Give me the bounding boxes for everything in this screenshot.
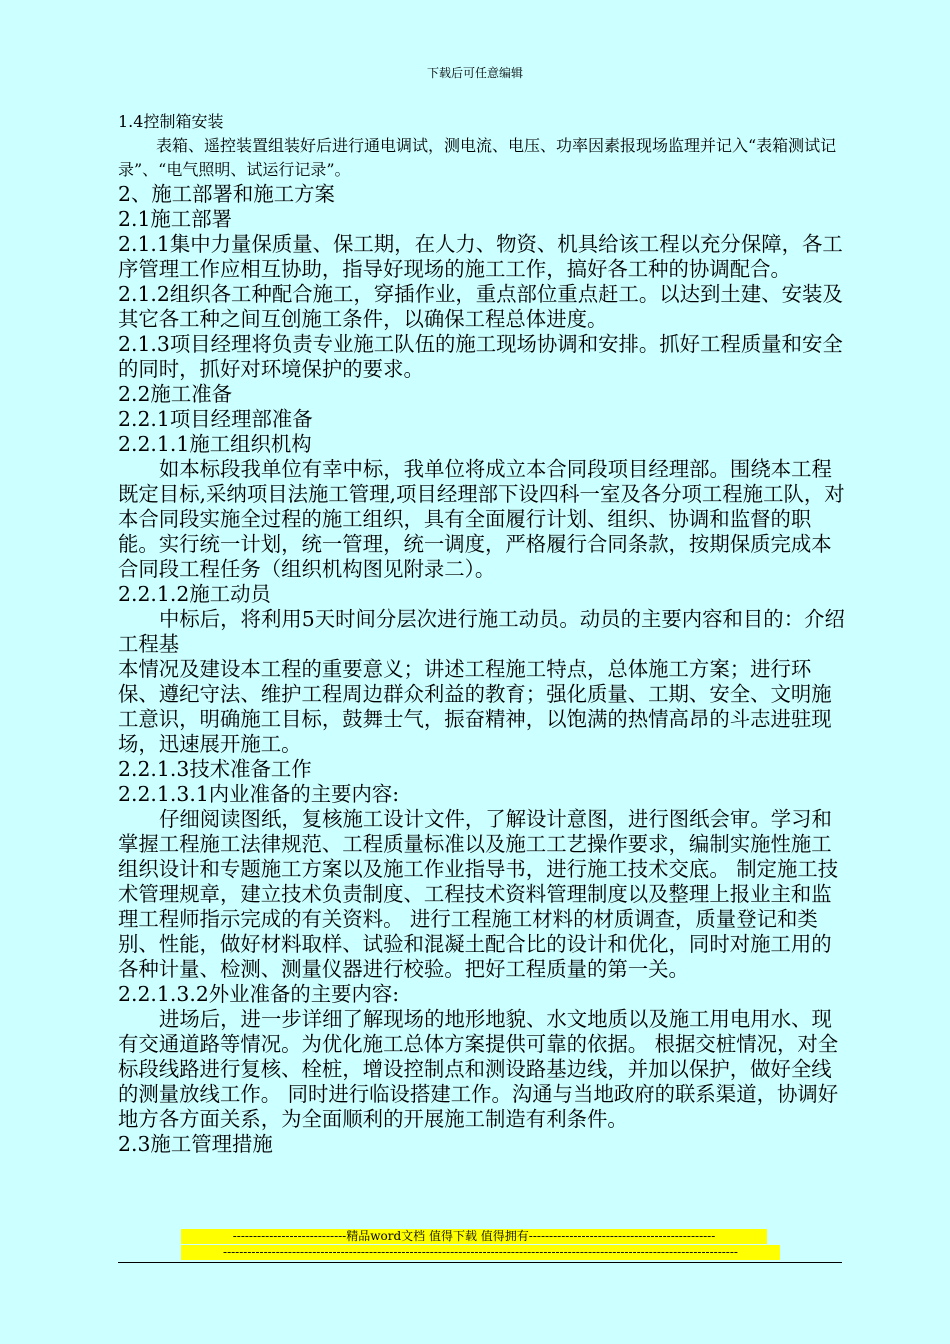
footer-banner-line-1: ----------------------------精品word文档 值得下载 值得拥有---------------------------------------------- <box>181 1229 767 1244</box>
section-heading-2-2-1-1: 2.2.1.1施工组织机构 <box>118 432 312 456</box>
body-paragraph: 中标后，将利用5天时间分层次进行施工动员。动员的主要内容和目的：介绍工程基 <box>118 607 845 656</box>
section-heading-2-2: 2.2施工准备 <box>118 382 232 406</box>
footer-banner-line-2: ------------------------------------------------------------------------------------------------------------------------------- <box>181 1245 780 1260</box>
section-heading-2: 2、施工部署和施工方案 <box>118 182 335 206</box>
document-body <box>118 110 848 1157</box>
body-paragraph: 本情况及建设本工程的重要意义；讲述工程施工特点，总体施工方案；进行环保、遵纪守法、维护工程周边群众利益的教育；强化质量、工期、安全、文明施工意识，明确施工目标，鼓舞士气，振奋精神，以饱满的热情高昂的斗志进驻现场，迅速展开施工。 <box>118 657 832 756</box>
section-heading-2-1: 2.1施工部署 <box>118 207 232 231</box>
section-heading-2-2-1-2: 2.2.1.2施工动员 <box>118 582 271 606</box>
body-paragraph: 如本标段我单位有幸中标，我单位将成立本合同段项目经理部。围绕本工程既定目标,采纳项目法施工管理,项目经理部下设四科一室及各分项工程施工队，对本合同段实施全过程的施工组织，具有全面履行计划、组织、协调和监督的职能。实行统一计划，统一管理，统一调度，严格履行合同条款，按期保质完成本合同段工程任务（组织机构图见附录二）。 <box>118 457 845 581</box>
body-paragraph: 仔细阅读图纸，复核施工设计文件，了解设计意图，进行图纸会审。学习和掌握工程施工法律规范、工程质量标准以及施工工艺操作要求，编制实施性施工组织设计和专题施工方案以及施工作业指导书，进行施工技术交底。 制定施工技术管理规章，建立技术负责制度、工程技术资料管理制度以及整理上报业主和监理工程师指示完成的有关资料。 进行工程施工材料的材质调查，质量登记和类别、性能，做好材料取样、试验和混凝土配合比的设计和优化，同时对施工用的各种计量、检测、测量仪器进行校验。把好工程质量的第一关。 <box>118 807 839 981</box>
body-paragraph: 2.1.3项目经理将负责专业施工队伍的施工现场协调和安排。抓好工程质量和安全的同时，抓好对环境保护的要求。 <box>118 332 843 381</box>
section-heading-2-2-1-3-2: 2.2.1.3.2外业准备的主要内容: <box>118 982 400 1006</box>
section-heading-2-3: 2.3施工管理措施 <box>118 1132 273 1156</box>
body-paragraph: 进场后，进一步详细了解现场的地形地貌、水文地质以及施工用电用水、现有交通道路等情况。为优化施工总体方案提供可靠的依据。 根据交桩情况，对全标段线路进行复核、栓桩，增设控制点和测设路基边线，并加以保护，做好全线的测量放线工作。 同时进行临设搭建工作。沟通与当地政府的联系渠道，协调好地方各方面关系，为全面顺利的开展施工制造有利条件。 <box>118 1007 839 1131</box>
page-header: 下载后可任意编辑 <box>426 66 523 80</box>
section-heading-2-2-1-3: 2.2.1.3技术准备工作 <box>118 757 312 781</box>
footer-rule <box>118 1262 842 1263</box>
section-heading-2-2-1-3-1: 2.2.1.3.1内业准备的主要内容: <box>118 782 400 806</box>
body-paragraph: 2.1.2组织各工种配合施工，穿插作业，重点部位重点赶工。以达到土建、安装及其它各工种之间互创施工条件，以确保工程总体进度。 <box>118 282 843 331</box>
body-paragraph: 表箱、遥控装置组装好后进行通电调试，测电流、电压、功率因素报现场监理并记入“表箱测试记录”、“电气照明、试运行记录”。 <box>118 136 837 179</box>
body-paragraph: 2.1.1集中力量保质量、保工期，在人力、物资、机具给该工程以充分保障，各工序管理工作应相互协助，指导好现场的施工工作，搞好各工种的协调配合。 <box>118 232 843 281</box>
section-heading-2-2-1: 2.2.1项目经理部准备 <box>118 407 313 431</box>
section-heading-1-4: 1.4控制箱安装 <box>118 112 224 131</box>
